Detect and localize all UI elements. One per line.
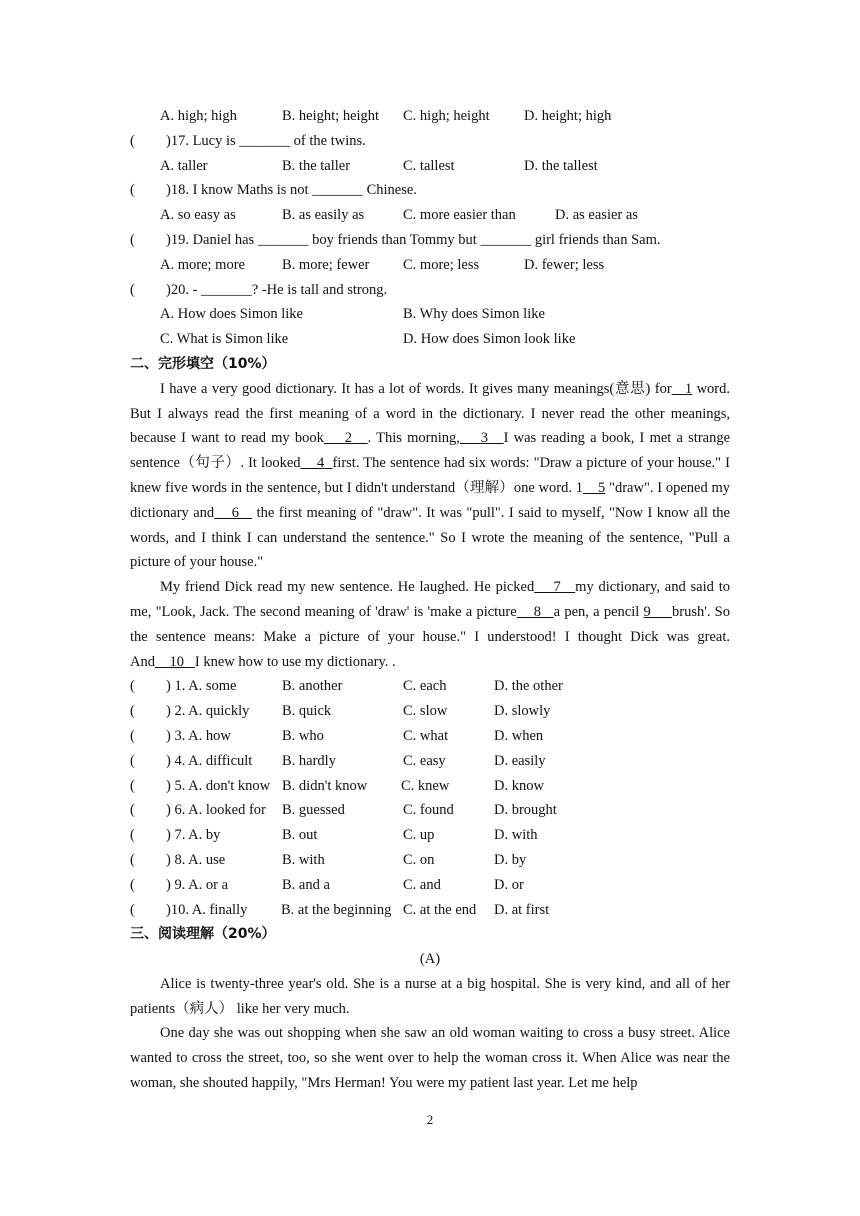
option-d: D. the other	[494, 678, 563, 695]
page-number: 2	[426, 1112, 434, 1127]
option-b: B. who	[282, 727, 324, 744]
option-a: ) 2. A. quickly	[166, 703, 250, 720]
blank-3: 3	[480, 430, 488, 447]
option-c: C. up	[403, 827, 435, 844]
option-c: C. at the end	[403, 901, 477, 918]
option-b: B. and a	[282, 876, 330, 893]
cloze-question: ( ) 3. A. how B. who C. what D. when	[130, 724, 730, 749]
cloze-question: ( )10. A. finally B. at the beginning C. at the end D. at first	[130, 898, 730, 923]
question-stem: )19. Daniel has _______ boy friends than Tommy but _______ girl friends than Sam.	[166, 231, 661, 248]
answer-bracket: (	[130, 281, 135, 298]
option-d: D. height; high	[524, 108, 612, 124]
option-c: C. found	[403, 802, 454, 819]
option-c: C. knew	[401, 777, 450, 794]
option-d: D. as easier as	[555, 207, 638, 224]
option-a: A. so easy as	[160, 207, 236, 224]
option-a: )10. A. finally	[166, 901, 248, 918]
cloze-question: ( ) 2. A. quickly B. quick C. slow D. slowly	[130, 699, 730, 724]
cloze-question: ( ) 5. A. don't know B. didn't know C. knew D. know	[130, 774, 730, 799]
option-d: D. How does Simon look like	[403, 331, 576, 348]
question-19	[130, 228, 730, 253]
cloze-question-list	[130, 674, 730, 922]
cloze-question: ( ) 1. A. some B. another C. each D. the other	[130, 674, 730, 699]
option-a: A. taller	[160, 157, 208, 174]
blank-7: 7	[553, 579, 561, 596]
blank-10: 10	[169, 653, 184, 670]
option-a: ) 6. A. looked for	[166, 802, 266, 819]
option-a: A. high; high	[160, 108, 237, 124]
blank-9: 9	[643, 603, 651, 620]
option-d: D. when	[494, 727, 544, 744]
option-b: B. guessed	[282, 802, 345, 819]
q20-options-cd	[130, 327, 730, 352]
passage-label: (A)	[419, 951, 441, 968]
option-b: B. quick	[282, 703, 332, 720]
option-d: D. the tallest	[524, 157, 598, 174]
option-c: C. slow	[403, 703, 448, 720]
option-c: C. more easier than	[403, 207, 516, 224]
option-a: ) 1. A. some	[166, 678, 237, 695]
option-b: B. didn't know	[282, 777, 368, 794]
option-c: C. on	[403, 851, 435, 868]
option-c: C. more; less	[403, 256, 480, 273]
blank-8: 8	[533, 603, 541, 620]
option-b: B. the taller	[282, 157, 351, 174]
cloze-question: ( ) 4. A. difficult B. hardly C. easy D. easily	[130, 749, 730, 774]
option-b: B. another	[282, 678, 343, 695]
q18-options	[130, 203, 730, 228]
q20-options-ab	[130, 302, 730, 327]
blank-5: 5	[598, 479, 606, 496]
option-d: D. brought	[494, 802, 557, 819]
option-c: C. easy	[403, 752, 446, 769]
option-b: B. more; fewer	[282, 256, 370, 273]
option-c: C. What is Simon like	[160, 331, 289, 348]
option-d: D. or	[494, 876, 524, 893]
option-b: B. Why does Simon like	[403, 306, 545, 323]
option-d: D. know	[494, 777, 544, 794]
option-a: ) 3. A. how	[166, 727, 231, 744]
option-a: ) 9. A. or a	[166, 876, 229, 893]
cloze-question: ( ) 9. A. or a B. and a C. and D. or	[130, 873, 730, 898]
option-a: ) 4. A. difficult	[166, 752, 253, 769]
cloze-question: ( ) 6. A. looked for B. guessed C. found D. brought	[130, 798, 730, 823]
option-b: B. at the beginning	[281, 901, 392, 918]
cloze-question: ( ) 8. A. use B. with C. on D. by	[130, 848, 730, 873]
option-a: A. more; more	[160, 256, 245, 273]
answer-bracket: (	[130, 231, 135, 248]
question-17	[130, 129, 730, 154]
answer-bracket: (	[130, 182, 135, 199]
option-a: A. How does Simon like	[160, 306, 303, 323]
question-20	[130, 278, 730, 303]
option-b: B. height; height	[282, 108, 380, 124]
option-c: C. high; height	[403, 108, 490, 124]
blank-4: 4	[316, 455, 325, 472]
option-d: D. by	[494, 851, 527, 868]
option-c: C. each	[403, 678, 447, 695]
cloze-paragraph-2: My friend Dick read my new sentence. He laughed. He picked 7 my dictionary, and said to me, "Look, Jack. The second meaning of 'draw' is 'make a picture 8 a pen, a pencil 9 brush'. So the sentence means: Make a picture of your house." I understood! I thought Dick was great. And 10 I knew how to use my dictionary. .	[130, 579, 731, 670]
option-b: B. as easily as	[282, 207, 365, 224]
option-b: B. hardly	[282, 752, 336, 769]
q17-options	[130, 154, 730, 179]
worksheet-page	[130, 104, 730, 1096]
option-c: C. tallest	[403, 157, 455, 174]
option-d: D. at first	[494, 901, 550, 918]
option-d: D. easily	[494, 752, 546, 769]
question-stem: )18. I know Maths is not _______ Chinese.	[166, 182, 417, 199]
blank-1: 1	[684, 380, 693, 397]
section-2-heading: 二、完形填空（10%）	[130, 355, 276, 372]
option-c: C. what	[403, 727, 449, 744]
option-b: B. out	[282, 827, 318, 844]
option-c: C. and	[403, 876, 441, 893]
option-a: ) 8. A. use	[166, 851, 226, 868]
question-stem: )17. Lucy is _______ of the twins.	[166, 132, 366, 149]
option-b: B. with	[282, 851, 325, 868]
section-3-heading: 三、阅读理解（20%）	[130, 926, 276, 943]
blank-2: 2	[344, 430, 352, 447]
question-18	[130, 178, 730, 203]
reading-paragraph-1: Alice is twenty-three year's old. She is a nurse at a big hospital. She is very kind, and all of her patients（病人） like her very much.	[130, 975, 730, 1017]
reading-paragraph-2: One day she was out shopping when she saw an old woman waiting to cross a busy street. Alice wanted to cross the street, too, so she went over to help the woman cross it. When Alice was near the woman, she shouted happily, "Mrs Herman! You were my patient last year. Let me help	[130, 1025, 730, 1092]
blank-6: 6	[231, 504, 240, 521]
cloze-paragraph-1: I have a very good dictionary. It has a lot of words. It gives many meanings(意思) for 1 word. But I always read the first meaning of a word in the dictionary. I never read the other meanings, because I want to read my book 2 . This morning, 3 I was reading a book, I met a strange sentence（句子）. It looked 4 first. The sentence had six words: "Draw a picture of your house." I knew five words in the sentence, but I didn't understand（理解）one word. 1 5 "draw". I opened my dictionary and 6 the first meaning of "draw". It was "pull". I said to myself, "Now I know all the words, and I think I can understand the sentence." So I wrote the meaning of the sentence, "Pull a picture of your house."	[130, 380, 731, 571]
q19-options	[130, 253, 730, 278]
option-a: ) 5. A. don't know	[166, 777, 271, 794]
option-d: D. fewer; less	[524, 256, 605, 273]
option-a: ) 7. A. by	[166, 827, 221, 844]
option-d: D. with	[494, 827, 538, 844]
q16-options	[130, 104, 730, 129]
cloze-question: ( ) 7. A. by B. out C. up D. with	[130, 823, 730, 848]
question-stem: )20. - _______? -He is tall and strong.	[166, 281, 388, 298]
option-d: D. slowly	[494, 703, 551, 720]
answer-bracket: (	[130, 132, 135, 149]
